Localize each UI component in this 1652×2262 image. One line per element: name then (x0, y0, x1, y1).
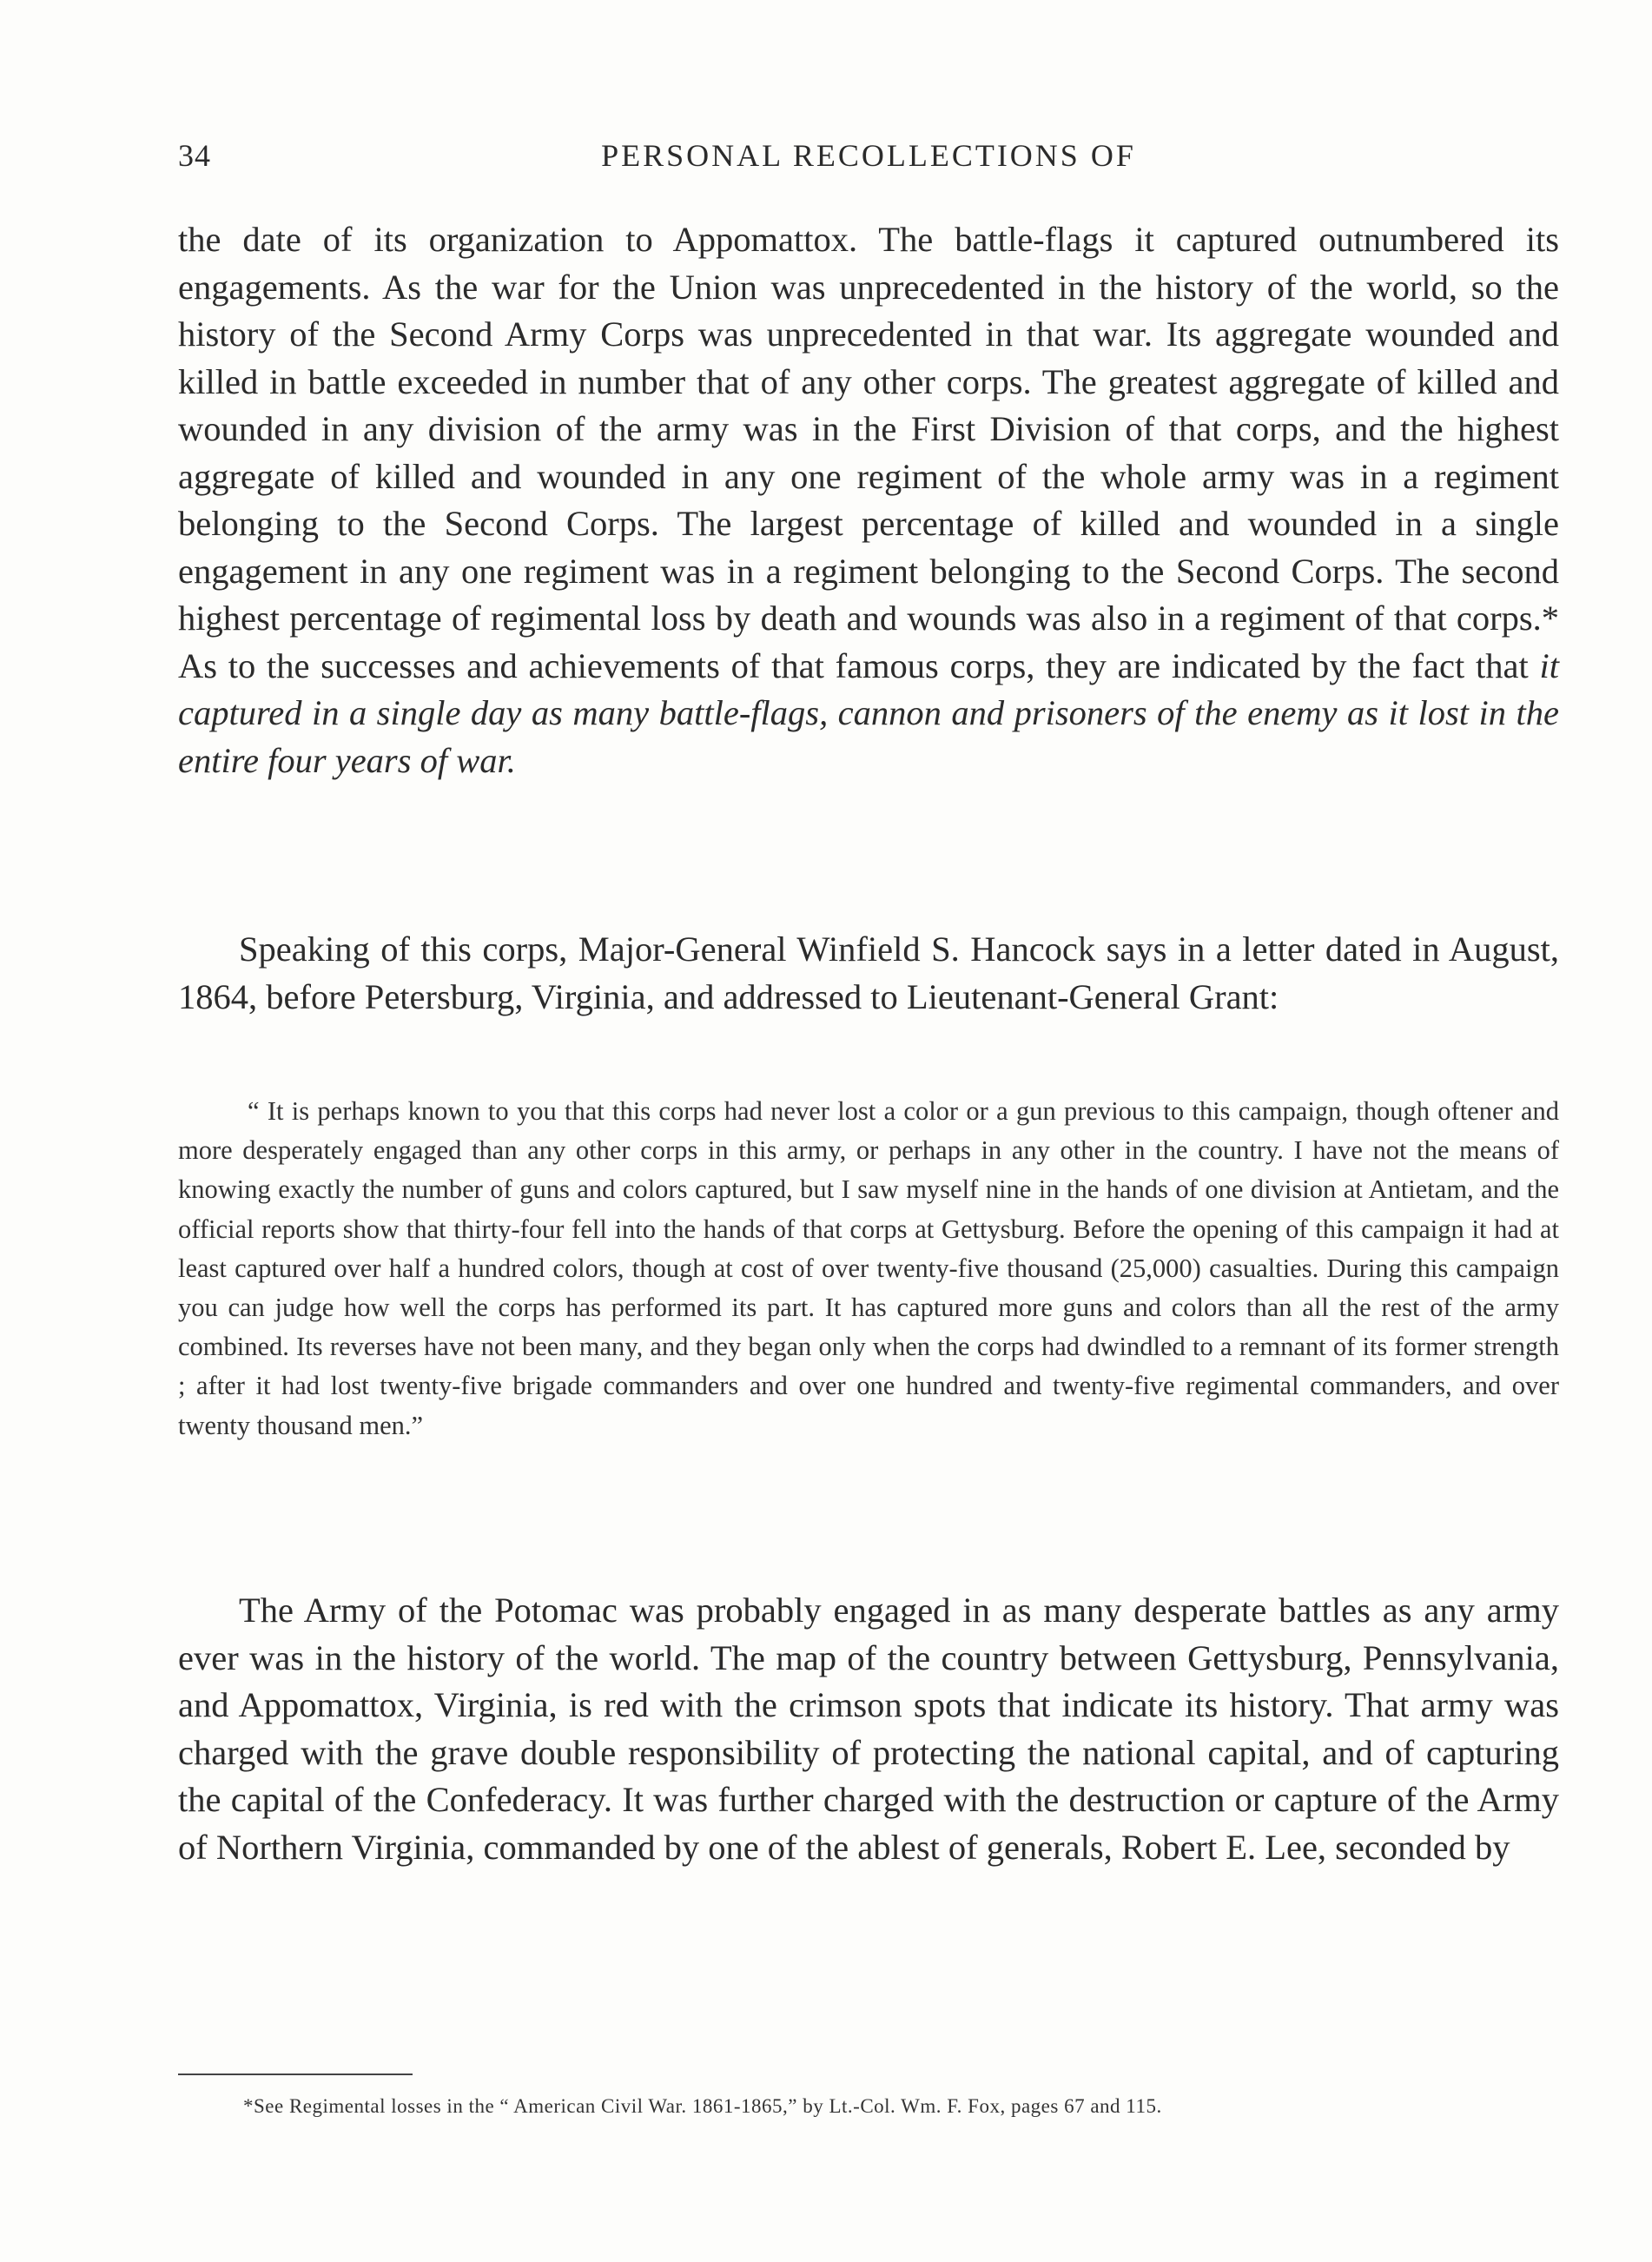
footnote-divider (178, 2074, 413, 2075)
page-header (178, 137, 1559, 181)
running-head: PERSONAL RECOLLECTIONS OF (601, 138, 1136, 173)
italic-emphasis: it captured in a single day as many battle-flags, cannon and prisoners of the enemy as it lost in the entire four years of war. (178, 645, 1559, 780)
paragraph-text: the date of its organization to Appomattox. The battle-flags it captured outnumbered its engagements. As the war for the Union was unprecedented in the history of the world, so the history of the Second Army Corps was unprecedented in that war. Its aggregate wounded and killed in battle exceeded in number that of any other corps. The greatest aggregate of killed and wounded in any division of the army was in the First Division of that corps, and the highest aggregate of killed and wounded in any one regiment of the whole army was in a regiment belonging to the Second Corps. The largest percentage of killed and wounded in a single engagement in any one regiment was in a regiment belonging to the Second Corps. The second highest percentage of regimental loss by death and wounds was also in a regiment of that corps.* As to the successes and achievements of that famous corps, they are indicated by the fact that (178, 220, 1559, 685)
footnote: *See Regimental losses in the “ American Civil War. 1861-1865,” by Lt.-Col. Wm. F. Fox, pages 67 and 115. (243, 2095, 1162, 2117)
block-quote-hancock-letter: “ It is perhaps known to you that this corps had never lost a color or a gun previous to this campaign, though oftener and more desperately engaged than any other corps in this army, or perhaps in any other in the country. I have not the means of knowing exactly the number of guns and colors captured, but I saw myself nine in the hands of one division at Antietam, and the official reports show that thirty-four fell into the hands of that corps at Gettysburg. Before the opening of this campaign it had at least captured over half a hundred colors, though at cost of over twenty-five thousand (25,000) casualties. During this campaign you can judge how well the corps has performed its part. It has captured more guns and colors than all the rest of the army combined. Its reverses have not been many, and they began only when the corps had dwindled to a remnant of its former strength ; after it had lost twenty-five brigade commanders and over one hundred and twenty-five regimental commanders, and over twenty thousand men.” (178, 1096, 1559, 1440)
paragraph-second-corps-record (178, 216, 1559, 784)
paragraph-hancock-letter-intro: Speaking of this corps, Major-General Winfield S. Hancock says in a letter dated in August, 1864, before Petersburg, Virginia, and addressed to Lieutenant-General Grant: (178, 929, 1559, 1016)
paragraph-army-of-the-potomac: The Army of the Potomac was probably engaged in as many desperate battles as any army ever was in the history of the world. The map of the country between Gettysburg, Pennsylvania, and Appomattox, Virginia, is red with the crimson spots that indicate its history. That army was charged with the grave double responsibility of protecting the national capital, and of capturing the capital of the Confederacy. It was further charged with the destruction or capture of the Army of Northern Virginia, commanded by one of the ablest of generals, Robert E. Lee, seconded by (178, 1591, 1559, 1867)
page-number: 34 (178, 138, 211, 173)
